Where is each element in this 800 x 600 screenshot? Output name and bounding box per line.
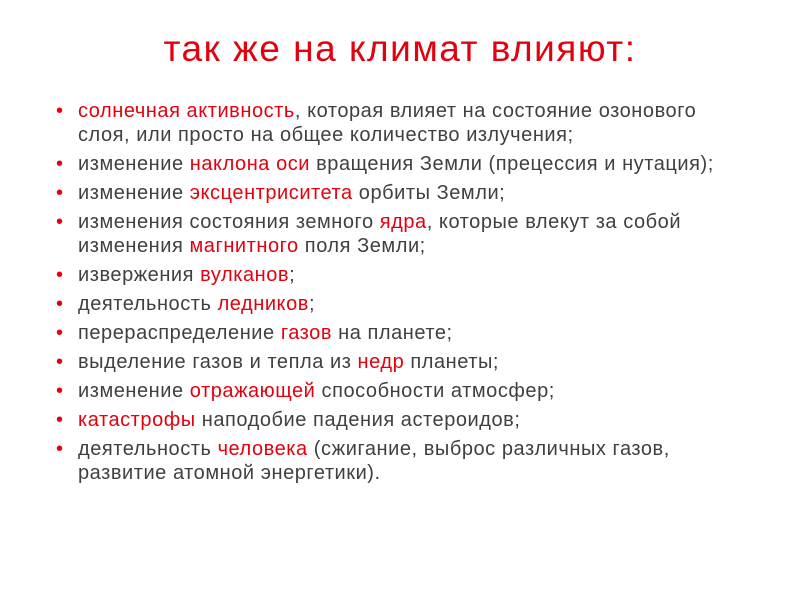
bullet-text: (сжигание, выброс различных газов, развитие атомной энергетики). (78, 438, 670, 484)
bullet-text: планеты; (404, 351, 500, 373)
bullet-dot-icon: • (56, 293, 64, 315)
bullet-text: орбиты Земли; (352, 182, 506, 204)
bullet-item (54, 263, 726, 287)
bullet-item (54, 99, 726, 147)
bullet-text: на планете; (332, 322, 453, 344)
highlighted-term: отражающей (189, 380, 316, 402)
bullet-item (54, 321, 726, 345)
bullet-text: деятельность (78, 293, 218, 315)
bullet-dot-icon: • (56, 153, 64, 175)
bullet-item (54, 181, 726, 205)
highlighted-term: газов (280, 322, 333, 344)
bullet-text: ; (308, 293, 316, 315)
highlighted-term: вулканов (200, 264, 290, 286)
bullet-text: наподобие падения астероидов; (195, 409, 521, 431)
bullet-text: изменение (78, 153, 190, 175)
highlighted-term: магнитного (189, 235, 299, 257)
bullet-text: ; (289, 264, 296, 286)
bullet-text: изменение (78, 380, 190, 402)
bullet-item (54, 437, 726, 485)
highlighted-term: катастрофы (78, 409, 196, 431)
bullet-dot-icon: • (56, 438, 64, 460)
bullet-dot-icon: • (56, 380, 64, 402)
bullet-text: изменение (78, 182, 190, 204)
bullet-dot-icon: • (56, 322, 64, 344)
bullet-dot-icon: • (56, 211, 64, 233)
bullet-dot-icon: • (56, 100, 64, 122)
highlighted-term: наклона оси (189, 153, 311, 175)
highlighted-term: солнечная активность (78, 100, 295, 122)
bullet-text: поля Земли; (298, 235, 426, 257)
bullet-text: перераспределение (78, 322, 281, 344)
bullet-text: извержения (78, 264, 201, 286)
highlighted-term: человека (217, 438, 308, 460)
bullet-text: изменения состояния земного (78, 211, 380, 233)
highlighted-term: недр (357, 351, 405, 373)
bullet-text: , которая влияет на состояние озонового слоя, или просто на общее количество излучения; (78, 100, 697, 146)
bullet-item (54, 379, 726, 403)
bullet-text: выделение газов и тепла из (78, 351, 358, 373)
bullet-item (54, 210, 726, 258)
bullet-text: , которые влекут за собой изменения (78, 211, 682, 257)
highlighted-term: ледников (217, 293, 309, 315)
bullet-text: деятельность (78, 438, 218, 460)
bullet-text: способности атмосфер; (315, 380, 555, 402)
highlighted-term: эксцентриситета (189, 182, 353, 204)
bullet-item (54, 350, 726, 374)
highlighted-term: ядра (379, 211, 427, 233)
bullet-item (54, 292, 726, 316)
bullet-item (54, 408, 726, 432)
bullet-list (54, 99, 726, 490)
bullet-item (54, 152, 726, 176)
slide-title: так же на климат влияют: (163, 28, 637, 69)
bullet-dot-icon: • (56, 182, 64, 204)
bullet-dot-icon: • (56, 409, 64, 431)
bullet-dot-icon: • (56, 351, 64, 373)
bullet-text: вращения Земли (прецессия и нутация); (310, 153, 714, 175)
bullet-dot-icon: • (56, 264, 64, 286)
